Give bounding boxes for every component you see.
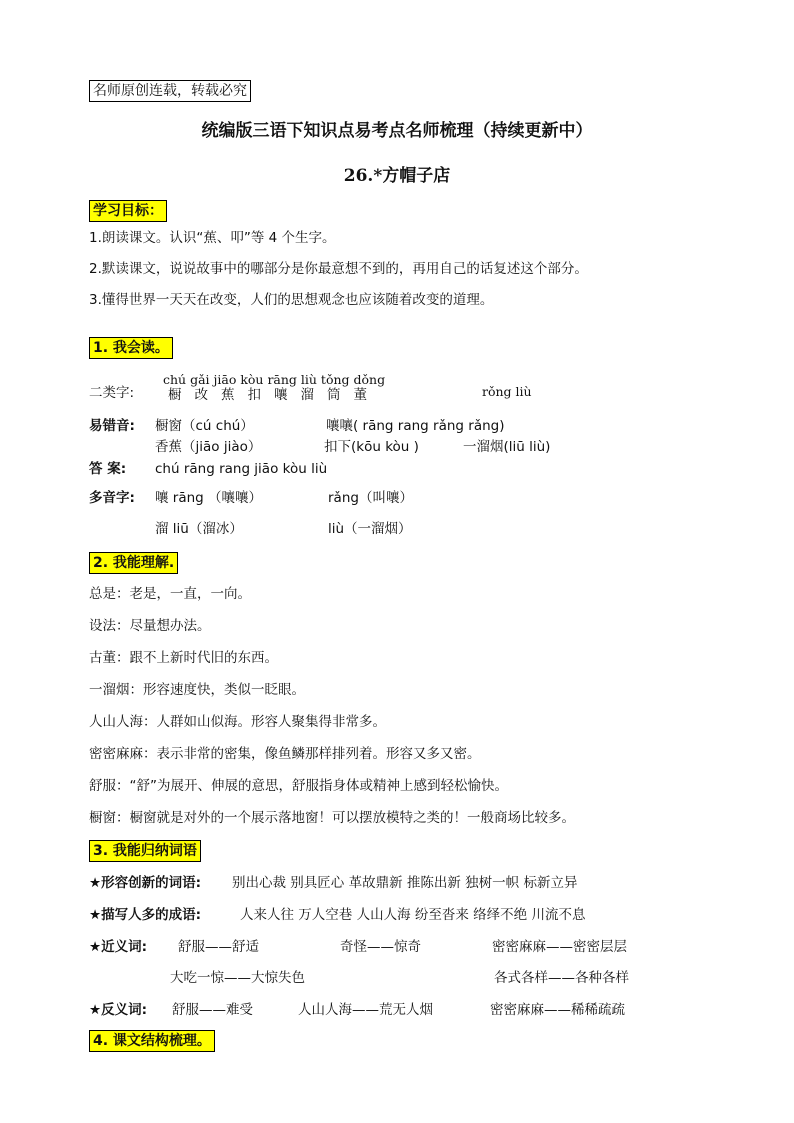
antonym-pair: 密密麻麻——稀稀疏疏 <box>490 1002 625 1018</box>
synonym-pair: 大吃一惊——大惊失色 <box>170 970 305 986</box>
innovation-words: 别出心裁 别具匠心 革故鼎新 推陈出新 独树一帜 标新立异 <box>232 875 578 891</box>
poly-item: 溜 liū（溜冰） <box>155 521 243 537</box>
goal-item: 2.默读课文，说说故事中的哪部分是你最意想不到的，再用自己的话复述这个部分。 <box>89 261 588 277</box>
lesson-title: 26.*方帽子店 <box>343 166 451 186</box>
document-title: 统编版三语下知识点易考点名师梳理（持续更新中） <box>201 121 593 141</box>
poly-label: 多音字: <box>89 490 135 506</box>
pinyin-row: chú gǎi jiāo kòu rāng liù tǒng dǒng <box>163 372 386 387</box>
section4-heading: 4. 课文结构梳理。 <box>89 1030 215 1052</box>
synonym-pair: 密密麻麻——密密层层 <box>492 939 627 955</box>
easy-item: 一溜烟(liū liù) <box>463 439 551 455</box>
crowd-words: 人来人往 万人空巷 人山人海 纷至沓来 络绎不绝 川流不息 <box>240 907 586 923</box>
definition-item: 总是：老是，一直，一向。 <box>89 586 251 602</box>
poly-item: 嚷 rāng （嚷嚷） <box>155 490 263 506</box>
synonym-label: ★近义词: <box>89 939 148 955</box>
synonym-pair: 奇怪——惊奇 <box>340 939 421 955</box>
goal-item: 1.朗读课文。认识“蕉、叩”等 4 个生字。 <box>89 230 336 246</box>
antonym-pair: 人山人海——荒无人烟 <box>298 1002 433 1018</box>
definition-item: 古董：跟不上新时代旧的东西。 <box>89 650 278 666</box>
section2-heading: 2. 我能理解. <box>89 552 178 574</box>
synonym-pair: 舒服——舒适 <box>178 939 259 955</box>
easy-item: 香蕉（jiāo jiào） <box>155 439 262 455</box>
antonym-label: ★反义词: <box>89 1002 148 1018</box>
second-chars: 橱改蕉扣嚷溜筒董 <box>168 387 380 403</box>
easy-item: 嚷嚷( rāng rang rǎng rǎng) <box>326 418 505 434</box>
copyright-notice: 名师原创连载，转载必究 <box>89 80 251 102</box>
definition-item: 设法：尽量想办法。 <box>89 618 211 634</box>
easy-item: 扣下(kōu kòu ) <box>324 439 419 455</box>
second-chars-extra: rǒng liù <box>482 384 532 399</box>
section3-heading: 3. 我能归纳词语 <box>89 840 201 862</box>
poly-item: liù（一溜烟） <box>328 521 412 537</box>
innovation-label: ★形容创新的词语: <box>89 875 202 891</box>
easy-label: 易错音: <box>89 418 135 434</box>
definition-item: 舒服：“舒”为展开、伸展的意思，舒服指身体或精神上感到轻松愉快。 <box>89 778 508 794</box>
section1-heading: 1. 我会读。 <box>89 337 173 359</box>
synonym-pair: 各式各样——各种各样 <box>494 970 629 986</box>
answer-text: chú rāng rang jiāo kòu liù <box>155 461 328 477</box>
crowd-label: ★描写人多的成语: <box>89 907 202 923</box>
second-chars-label: 二类字: <box>89 385 135 401</box>
definition-item: 橱窗：橱窗就是对外的一个展示落地窗！可以摆放模特之类的！一般商场比较多。 <box>89 810 575 826</box>
definition-item: 一溜烟：形容速度快，类似一眨眼。 <box>89 682 305 698</box>
answer-label: 答 案: <box>89 461 127 477</box>
definition-item: 密密麻麻：表示非常的密集，像鱼鳞那样排列着。形容又多又密。 <box>89 746 481 762</box>
easy-item: 橱窗（cú chú） <box>155 418 254 434</box>
goal-item: 3.懂得世界一天天在改变，人们的思想观念也应该随着改变的道理。 <box>89 292 494 308</box>
antonym-pair: 舒服——难受 <box>172 1002 253 1018</box>
goals-heading: 学习目标： <box>89 200 167 222</box>
poly-item: rǎng（叫嚷） <box>328 490 413 506</box>
definition-item: 人山人海：人群如山似海。形容人聚集得非常多。 <box>89 714 386 730</box>
